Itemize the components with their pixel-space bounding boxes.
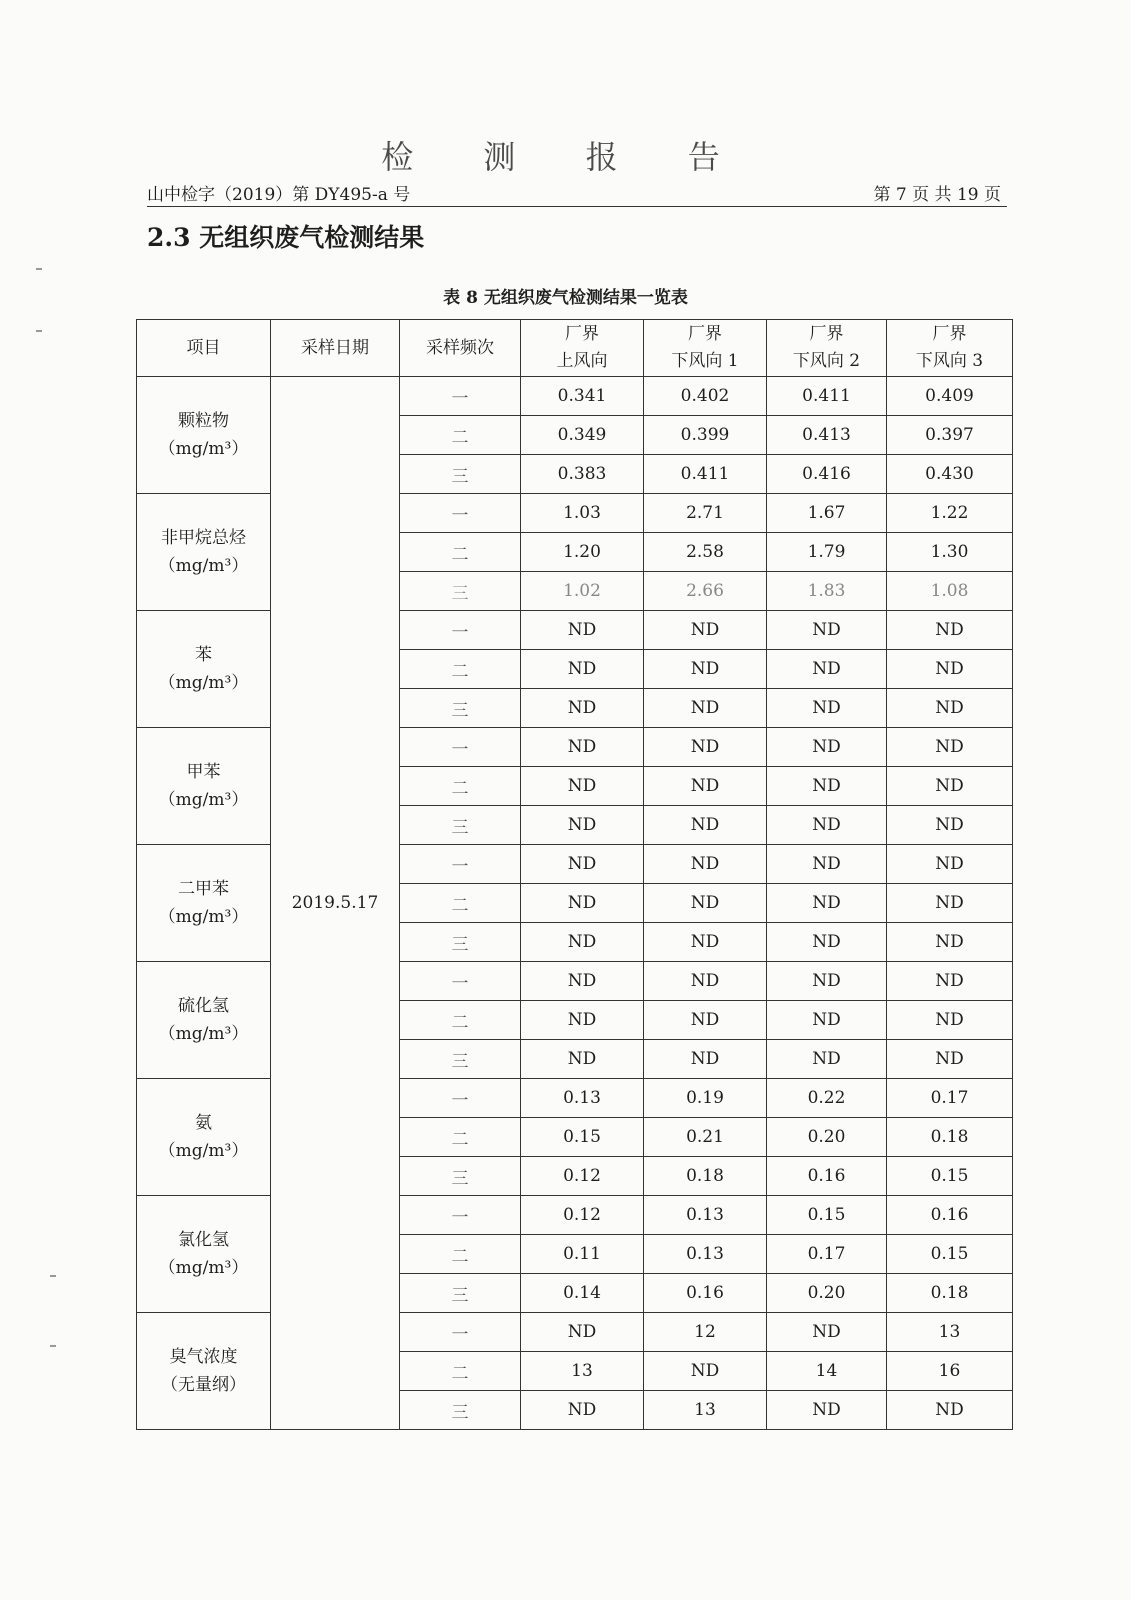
frequency-cell: 一 <box>400 1196 521 1235</box>
header-upwind <box>521 320 644 377</box>
document-header <box>147 178 1007 207</box>
value-cell: ND <box>767 767 887 806</box>
value-cell: 1.30 <box>887 533 1013 572</box>
header-downwind-3 <box>887 320 1013 377</box>
frequency-cell: 三 <box>400 806 521 845</box>
value-cell: ND <box>521 806 644 845</box>
table-caption: 表 8 无组织废气检测结果一览表 <box>443 288 688 308</box>
item-name: 氨 <box>195 1113 212 1133</box>
item-name: 氯化氢 <box>178 1230 229 1250</box>
value-cell: 0.16 <box>887 1196 1013 1235</box>
value-cell: ND <box>767 845 887 884</box>
table-row <box>137 611 1013 650</box>
item-name: 硫化氢 <box>178 996 229 1016</box>
value-cell: 0.22 <box>767 1079 887 1118</box>
value-cell: 0.349 <box>521 416 644 455</box>
value-cell: 0.17 <box>767 1235 887 1274</box>
value-cell: 1.67 <box>767 494 887 533</box>
value-cell: ND <box>887 767 1013 806</box>
item-unit: （mg/m³） <box>158 907 249 927</box>
sampling-date-cell: 2019.5.17 <box>271 377 400 1430</box>
value-cell: ND <box>767 923 887 962</box>
value-cell: 0.16 <box>644 1274 767 1313</box>
frequency-cell: 二 <box>400 884 521 923</box>
value-cell: 0.13 <box>644 1235 767 1274</box>
value-cell: ND <box>644 1352 767 1391</box>
value-cell: ND <box>767 1001 887 1040</box>
scan-speck <box>50 1275 56 1277</box>
value-cell: ND <box>521 689 644 728</box>
results-table <box>136 319 1013 1430</box>
value-cell: ND <box>767 728 887 767</box>
value-cell: 1.03 <box>521 494 644 533</box>
item-cell <box>137 1079 271 1196</box>
value-cell: 0.341 <box>521 377 644 416</box>
table-header-row <box>137 320 1013 377</box>
item-unit: （mg/m³） <box>158 1141 249 1161</box>
table-row <box>137 845 1013 884</box>
value-cell: ND <box>644 1001 767 1040</box>
value-cell: ND <box>644 923 767 962</box>
item-cell <box>137 1196 271 1313</box>
item-unit: （无量纲） <box>161 1375 246 1395</box>
value-cell: 1.22 <box>887 494 1013 533</box>
item-name: 臭气浓度 <box>169 1347 238 1367</box>
value-cell: 0.21 <box>644 1118 767 1157</box>
item-name: 非甲烷总烃 <box>161 528 246 548</box>
value-cell: ND <box>521 923 644 962</box>
item-cell <box>137 377 271 494</box>
header-line: 厂界 <box>688 324 722 344</box>
value-cell: 0.14 <box>521 1274 644 1313</box>
frequency-cell: 一 <box>400 1313 521 1352</box>
header-line: 上风向 <box>556 351 608 371</box>
frequency-cell: 二 <box>400 1235 521 1274</box>
value-cell: 0.383 <box>521 455 644 494</box>
item-cell <box>137 728 271 845</box>
table-row <box>137 728 1013 767</box>
report-title: 检 测 报 告 <box>381 138 750 176</box>
value-cell: 0.413 <box>767 416 887 455</box>
scan-speck <box>36 330 42 332</box>
value-cell: ND <box>644 962 767 1001</box>
value-cell: 0.15 <box>887 1157 1013 1196</box>
value-cell: 13 <box>521 1352 644 1391</box>
frequency-cell: 二 <box>400 1118 521 1157</box>
value-cell: ND <box>767 1313 887 1352</box>
value-cell: 0.416 <box>767 455 887 494</box>
frequency-cell: 三 <box>400 1157 521 1196</box>
header-item: 项目 <box>137 320 271 377</box>
frequency-cell: 二 <box>400 1001 521 1040</box>
page-indicator: 第 7 页 共 19 页 <box>873 185 1001 205</box>
table-row <box>137 494 1013 533</box>
value-cell: ND <box>887 1391 1013 1430</box>
value-cell: ND <box>521 1040 644 1079</box>
value-cell: ND <box>521 962 644 1001</box>
value-cell: ND <box>644 806 767 845</box>
value-cell: 0.12 <box>521 1196 644 1235</box>
frequency-cell: 二 <box>400 1352 521 1391</box>
value-cell: 13 <box>644 1391 767 1430</box>
table-body <box>137 377 1013 1430</box>
value-cell: ND <box>767 689 887 728</box>
frequency-cell: 一 <box>400 494 521 533</box>
header-line: 厂界 <box>932 324 967 344</box>
frequency-cell: 二 <box>400 767 521 806</box>
value-cell: 0.16 <box>767 1157 887 1196</box>
item-cell <box>137 611 271 728</box>
value-cell: 0.15 <box>887 1235 1013 1274</box>
value-cell: ND <box>521 611 644 650</box>
frequency-cell: 三 <box>400 1274 521 1313</box>
scan-speck <box>50 1345 56 1347</box>
value-cell: ND <box>887 1001 1013 1040</box>
header-line: 下风向 2 <box>792 351 861 371</box>
value-cell: 13 <box>887 1313 1013 1352</box>
value-cell: ND <box>644 728 767 767</box>
item-name: 甲苯 <box>186 762 221 782</box>
value-cell: ND <box>521 1001 644 1040</box>
frequency-cell: 三 <box>400 923 521 962</box>
table-row <box>137 962 1013 1001</box>
frequency-cell: 一 <box>400 611 521 650</box>
table-row <box>137 1079 1013 1118</box>
value-cell: ND <box>521 884 644 923</box>
value-cell: 16 <box>887 1352 1013 1391</box>
header-line: 厂界 <box>809 324 844 344</box>
value-cell: ND <box>644 1040 767 1079</box>
frequency-cell: 三 <box>400 455 521 494</box>
frequency-cell: 二 <box>400 533 521 572</box>
value-cell: 1.83 <box>767 572 887 611</box>
document-number: 山中检字（2019）第 DY495-a 号 <box>147 185 411 205</box>
value-cell: ND <box>521 845 644 884</box>
value-cell: 0.430 <box>887 455 1013 494</box>
value-cell: ND <box>887 728 1013 767</box>
header-downwind-2 <box>767 320 887 377</box>
frequency-cell: 一 <box>400 377 521 416</box>
value-cell: 1.08 <box>887 572 1013 611</box>
value-cell: ND <box>767 806 887 845</box>
value-cell: 0.15 <box>767 1196 887 1235</box>
frequency-cell: 三 <box>400 1040 521 1079</box>
header-line: 下风向 3 <box>915 351 984 371</box>
value-cell: ND <box>767 611 887 650</box>
value-cell: 0.17 <box>887 1079 1013 1118</box>
value-cell: 0.411 <box>644 455 767 494</box>
header-date: 采样日期 <box>271 320 400 377</box>
item-unit: （mg/m³） <box>158 673 249 693</box>
value-cell: ND <box>644 650 767 689</box>
scan-speck <box>36 268 42 270</box>
value-cell: ND <box>644 767 767 806</box>
value-cell: ND <box>767 1040 887 1079</box>
value-cell: ND <box>521 650 644 689</box>
value-cell: ND <box>887 923 1013 962</box>
value-cell: 1.02 <box>521 572 644 611</box>
frequency-cell: 三 <box>400 689 521 728</box>
item-cell <box>137 845 271 962</box>
value-cell: ND <box>644 845 767 884</box>
frequency-cell: 二 <box>400 416 521 455</box>
value-cell: 0.20 <box>767 1118 887 1157</box>
header-downwind-1 <box>644 320 767 377</box>
value-cell: 0.18 <box>887 1118 1013 1157</box>
table-row <box>137 1313 1013 1352</box>
value-cell: ND <box>887 845 1013 884</box>
value-cell: ND <box>887 689 1013 728</box>
value-cell: ND <box>887 884 1013 923</box>
value-cell: 0.18 <box>887 1274 1013 1313</box>
value-cell: 0.15 <box>521 1118 644 1157</box>
value-cell: 0.18 <box>644 1157 767 1196</box>
item-cell <box>137 1313 271 1430</box>
frequency-cell: 三 <box>400 1391 521 1430</box>
value-cell: ND <box>887 962 1013 1001</box>
value-cell: 2.71 <box>644 494 767 533</box>
header-frequency: 采样频次 <box>400 320 521 377</box>
item-unit: （mg/m³） <box>158 439 249 459</box>
value-cell: 0.19 <box>644 1079 767 1118</box>
value-cell: ND <box>767 650 887 689</box>
frequency-cell: 二 <box>400 650 521 689</box>
value-cell: ND <box>767 962 887 1001</box>
value-cell: 2.58 <box>644 533 767 572</box>
value-cell: 0.13 <box>644 1196 767 1235</box>
value-cell: ND <box>644 689 767 728</box>
value-cell: 12 <box>644 1313 767 1352</box>
value-cell: 0.12 <box>521 1157 644 1196</box>
value-cell: ND <box>521 1313 644 1352</box>
value-cell: 0.11 <box>521 1235 644 1274</box>
frequency-cell: 一 <box>400 845 521 884</box>
value-cell: 0.13 <box>521 1079 644 1118</box>
frequency-cell: 一 <box>400 1079 521 1118</box>
value-cell: 0.409 <box>887 377 1013 416</box>
value-cell: 0.397 <box>887 416 1013 455</box>
item-unit: （mg/m³） <box>158 1024 249 1044</box>
value-cell: ND <box>887 611 1013 650</box>
value-cell: 2.66 <box>644 572 767 611</box>
value-cell: ND <box>887 1040 1013 1079</box>
value-cell: 1.79 <box>767 533 887 572</box>
header-line: 厂界 <box>565 324 599 344</box>
item-cell <box>137 962 271 1079</box>
item-unit: （mg/m³） <box>158 556 249 576</box>
value-cell: ND <box>887 650 1013 689</box>
frequency-cell: 一 <box>400 962 521 1001</box>
value-cell: ND <box>767 1391 887 1430</box>
value-cell: ND <box>644 884 767 923</box>
value-cell: ND <box>767 884 887 923</box>
value-cell: 0.399 <box>644 416 767 455</box>
frequency-cell: 三 <box>400 572 521 611</box>
item-name: 苯 <box>195 645 212 665</box>
value-cell: ND <box>521 1391 644 1430</box>
value-cell: ND <box>521 767 644 806</box>
value-cell: 0.411 <box>767 377 887 416</box>
item-cell <box>137 494 271 611</box>
item-unit: （mg/m³） <box>158 1258 249 1278</box>
value-cell: 14 <box>767 1352 887 1391</box>
value-cell: 1.20 <box>521 533 644 572</box>
header-line: 下风向 1 <box>671 351 739 371</box>
frequency-cell: 一 <box>400 728 521 767</box>
value-cell: ND <box>521 728 644 767</box>
item-name: 二甲苯 <box>178 879 229 899</box>
section-heading: 2.3 无组织废气检测结果 <box>147 223 425 252</box>
value-cell: ND <box>644 611 767 650</box>
item-unit: （mg/m³） <box>158 790 249 810</box>
item-name: 颗粒物 <box>178 411 229 431</box>
value-cell: ND <box>887 806 1013 845</box>
value-cell: 0.20 <box>767 1274 887 1313</box>
table-row <box>137 377 1013 416</box>
table-row <box>137 1196 1013 1235</box>
value-cell: 0.402 <box>644 377 767 416</box>
